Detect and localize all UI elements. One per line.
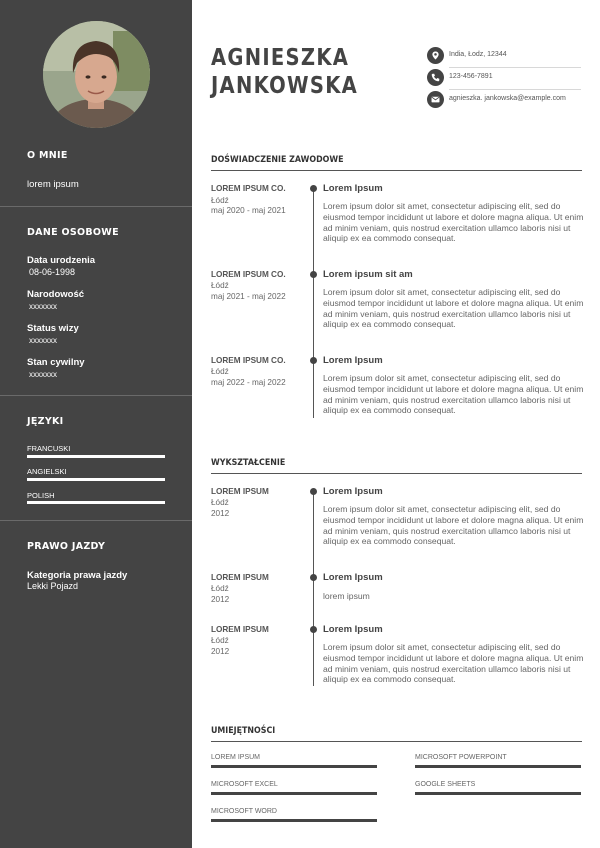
timeline-dot: [310, 574, 317, 581]
skill-label: LOREM IPSUM: [211, 754, 261, 761]
entry-organization: LOREM IPSUM: [211, 573, 269, 582]
experience-heading: DOŚWIADCZENIE ZAWODOWE: [211, 155, 344, 165]
entry-city: Łódź: [211, 584, 229, 593]
skill-level-bar: [211, 792, 377, 795]
entry-title: Lorem Ipsum: [323, 183, 383, 194]
license-value: Lekki Pojazd: [27, 581, 79, 591]
education-heading: WYKSZTAŁCENIE: [211, 458, 286, 468]
birth-value: 08-06-1998: [29, 267, 76, 277]
language-label: POLISH: [27, 491, 55, 500]
license-label: Kategoria prawa jazdy: [27, 570, 128, 581]
skill-label: MICROSOFT WORD: [211, 808, 277, 815]
visa-value: xxxxxxx: [29, 336, 57, 345]
nationality-label: Narodowość: [27, 289, 85, 300]
section-rule: [211, 170, 582, 171]
candidate-name: [211, 44, 358, 100]
skill-label: MICROSOFT POWERPOINT: [415, 754, 507, 761]
contact-address: [427, 46, 581, 68]
skill-label: MICROSOFT EXCEL: [211, 781, 278, 788]
entry-description: Lorem ipsum dolor sit amet, consectetur adipiscing elit, sed do eiusmod tempor incididunt ut labore et dolore magna aliqua. Ut enim ad minim veniam, quis nostrud exercitation ullamco laboris nisi ut aliquip ex ea commodo consequat.: [323, 373, 584, 416]
birth-label: Data urodzenia: [27, 255, 96, 266]
timeline-dot: [310, 488, 317, 495]
about-heading: O MNIE: [27, 150, 68, 161]
sidebar-divider: [0, 395, 192, 396]
entry-title: Lorem ipsum sit am: [323, 269, 413, 280]
language-label: FRANCUSKI: [27, 444, 71, 453]
visa-label: Status wizy: [27, 323, 79, 334]
entry-dates: maj 2021 - maj 2022: [211, 292, 286, 301]
entry-dates: maj 2022 - maj 2022: [211, 378, 286, 387]
contact-email: [427, 90, 581, 112]
education-timeline: [313, 490, 314, 686]
language-label: ANGIELSKI: [27, 467, 67, 476]
language-level-bar: [27, 478, 165, 481]
entry-title: Lorem Ipsum: [323, 624, 383, 635]
last-name: JANKOWSKA: [211, 73, 359, 99]
entry-city: Łódź: [211, 367, 229, 376]
entry-description: lorem ipsum: [323, 591, 370, 601]
languages-heading: JĘZYKI: [27, 416, 64, 427]
entry-city: Łódź: [211, 196, 229, 205]
marital-label: Stan cywilny: [27, 357, 85, 368]
entry-year: 2012: [211, 595, 230, 604]
contact-phone: [427, 68, 581, 90]
entry-organization: LOREM IPSUM: [211, 625, 269, 634]
phone-text: 123-456-7891: [449, 73, 493, 80]
first-name: AGNIESZKA: [211, 45, 350, 71]
language-level-bar: [27, 455, 165, 458]
section-rule: [211, 741, 582, 742]
nationality-value: xxxxxxx: [29, 302, 57, 311]
timeline-dot: [310, 271, 317, 278]
entry-year: 2012: [211, 647, 230, 656]
sidebar-divider: [0, 206, 192, 207]
entry-description: Lorem ipsum dolor sit amet, consectetur adipiscing elit, sed do eiusmod tempor incididunt ut labore et dolore magna aliqua. Ut enim ad minim veniam, quis nostrud exercitation ullamco laboris nisi ut aliquip ex ea commodo consequat.: [323, 504, 584, 547]
entry-year: 2012: [211, 509, 230, 518]
entry-title: Lorem Ipsum: [323, 355, 383, 366]
entry-organization: LOREM IPSUM CO.: [211, 270, 286, 279]
skill-level-bar: [415, 792, 581, 795]
timeline-dot: [310, 357, 317, 364]
timeline-dot: [310, 626, 317, 633]
entry-city: Łódź: [211, 498, 229, 507]
entry-description: Lorem ipsum dolor sit amet, consectetur adipiscing elit, sed do eiusmod tempor incididunt ut labore et dolore magna aliqua. Ut enim ad minim veniam, quis nostrud exercitation ullamco laboris nisi ut aliquip ex ea commodo consequat.: [323, 287, 584, 330]
entry-description: Lorem ipsum dolor sit amet, consectetur adipiscing elit, sed do eiusmod tempor incididunt ut labore et dolore magna aliqua. Ut enim ad minim veniam, quis nostrud exercitation ullamco laboris nisi ut aliquip ex ea commodo consequat.: [323, 201, 584, 244]
entry-organization: LOREM IPSUM CO.: [211, 356, 286, 365]
email-text: agnieszka. jankowska@example.com: [449, 95, 566, 102]
entry-organization: LOREM IPSUM: [211, 487, 269, 496]
section-rule: [211, 473, 582, 474]
profile-photo: [43, 21, 150, 128]
timeline-dot: [310, 185, 317, 192]
location-pin-icon: [427, 47, 444, 64]
skill-level-bar: [415, 765, 581, 768]
skill-level-bar: [211, 819, 377, 822]
address-text: India, Łodz, 12344: [449, 51, 507, 58]
personal-heading: DANE OSOBOWE: [27, 227, 119, 238]
marital-value: xxxxxxx: [29, 370, 57, 379]
sidebar-divider: [0, 520, 192, 521]
skill-label: GOOGLE SHEETS: [415, 781, 476, 788]
entry-city: Łódź: [211, 281, 229, 290]
language-level-bar: [27, 501, 165, 504]
skill-level-bar: [211, 765, 377, 768]
entry-organization: LOREM IPSUM CO.: [211, 184, 286, 193]
about-text: lorem ipsum: [27, 179, 79, 190]
entry-title: Lorem Ipsum: [323, 572, 383, 583]
experience-timeline: [313, 188, 314, 418]
skills-heading: UMIEJĘTNOŚCI: [211, 726, 276, 736]
sidebar: [0, 0, 192, 848]
phone-icon: [427, 69, 444, 86]
envelope-icon: [427, 91, 444, 108]
entry-title: Lorem Ipsum: [323, 486, 383, 497]
license-heading: PRAWO JAZDY: [27, 541, 106, 552]
entry-city: Łódź: [211, 636, 229, 645]
entry-description: Lorem ipsum dolor sit amet, consectetur adipiscing elit, sed do eiusmod tempor incididunt ut labore et dolore magna aliqua. Ut enim ad minim veniam, quis nostrud exercitation ullamco laboris nisi ut aliquip ex ea commodo consequat.: [323, 642, 584, 685]
entry-dates: maj 2020 - maj 2021: [211, 206, 286, 215]
